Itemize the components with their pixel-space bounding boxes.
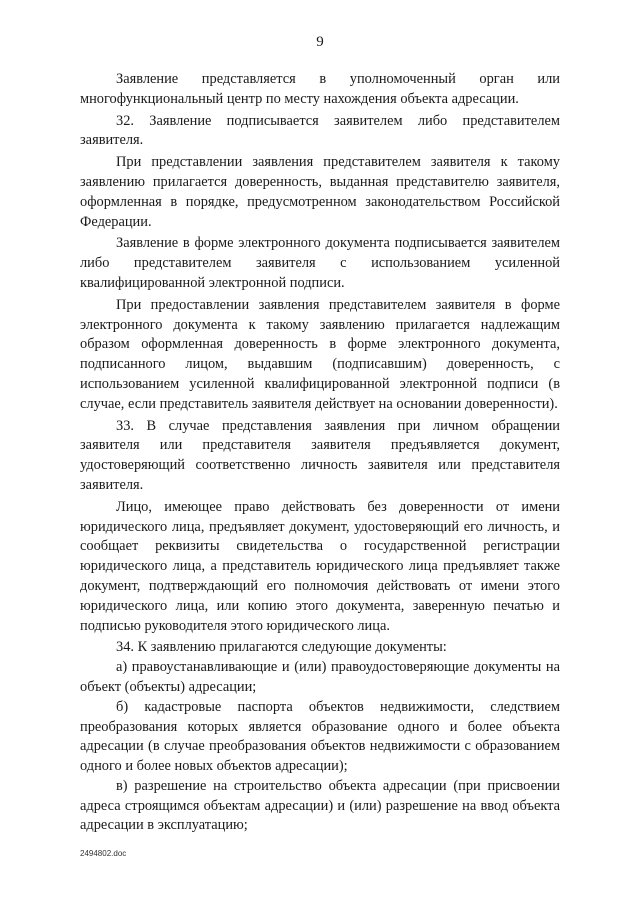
paragraph-legal-entity: Лицо, имеющее право действовать без доверенности от имени юридического лица, предъявляет документ, удостоверяющий его личность, и сообщает реквизиты свидетельства о государственной регистрации юридического лица, а представитель юридического лица предъявляет также документ, подтверждающий его полномочия действовать от имени этого юридического лица, или копию этого документа, заверенную печатью и подписью руководителя этого юридического лица. (80, 498, 560, 634)
list-item-v: в) разрешение на строительство объекта адресации (при присвоении адреса строящимся объектам адресации) и (или) разрешение на ввод объекта адресации в эксплуатацию; (80, 777, 560, 834)
paragraph-electronic-attorney: При предоставлении заявления представителем заявителя в форме электронного документа к такому заявлению прилагается надлежащим образом оформленная доверенность в форме электронного документа, подписанного лицом, выдавшим (подписавшим) доверенность, с использованием усиленной квалифицированной электронной подписи (в случае, если представитель заявителя действует на основании доверенности). (80, 296, 560, 412)
paragraph-electronic-signature: Заявление в форме электронного документа подписывается заявителем либо представителем заявителя с использованием усиленной квалифицированной электронной подписи. (80, 235, 560, 291)
paragraph-power-of-attorney: При представлении заявления представителем заявителя к такому заявлению прилагается доверенность, выданная представителю заявителя, оформленная в порядке, предусмотренном законодательством Российской Федерации. (80, 154, 560, 230)
footer-filename: 2494802.doc (80, 849, 127, 858)
list-item-a: а) правоустанавливающие и (или) правоудостоверяющие документы на объект (объекты) адресации; (80, 659, 560, 695)
document-body (80, 70, 560, 836)
paragraph-submission-place: Заявление представляется в уполномоченный орган или многофункциональный центр по месту нахождения объекта адресации. (80, 71, 560, 107)
list-item-b: б) кадастровые паспорта объектов недвижимости, следствием преобразования которых является образование одного и более объекта адресации (в случае преобразования объектов недвижимости с образованием одного и более новых объектов адресации); (80, 698, 560, 775)
page-number: 9 (316, 34, 324, 50)
paragraph-32: 32. Заявление подписывается заявителем либо представителем заявителя. (80, 112, 560, 149)
paragraph-34: 34. К заявлению прилагаются следующие документы: (116, 639, 447, 656)
paragraph-33: 33. В случае представления заявления при личном обращении заявителя или представителя заявителя предъявляется документ, удостоверяющий соответственно личность заявителя или представителя заявителя. (80, 417, 560, 493)
